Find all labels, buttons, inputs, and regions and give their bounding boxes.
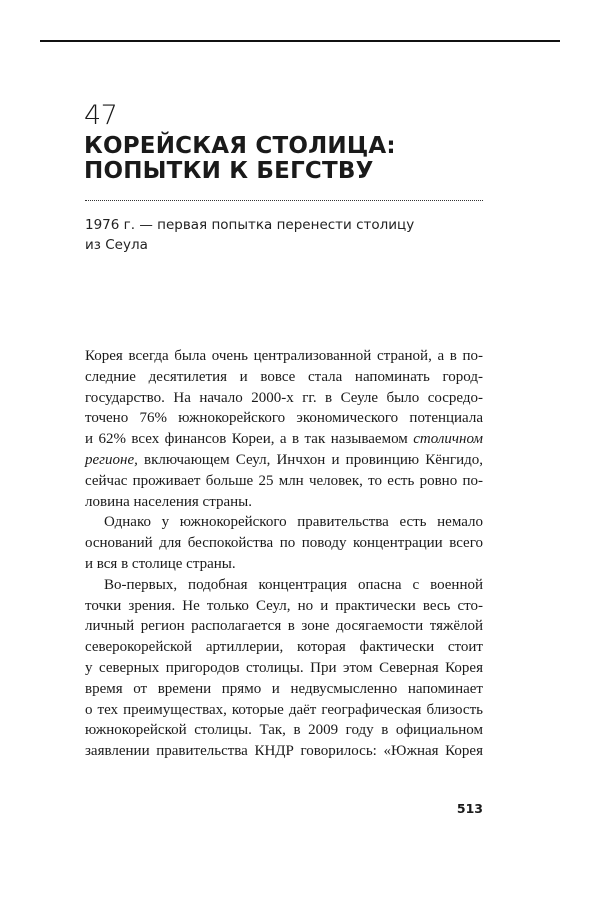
line-text: и вся в столице страны. bbox=[85, 555, 236, 572]
body-text bbox=[85, 346, 483, 762]
text-line bbox=[85, 679, 483, 700]
text-line bbox=[85, 741, 483, 762]
line-text: Однако у южнокорейского правительства есть немало bbox=[104, 514, 483, 531]
chapter-title-line: ПОПЫТКИ К БЕГСТВУ bbox=[84, 158, 374, 184]
line-text: точки зрения. Не только Сеул, но и практически весь сто- bbox=[85, 597, 483, 614]
line-text: северокорейской артиллерии, которая фактически стоит bbox=[85, 639, 483, 656]
top-rule bbox=[40, 40, 560, 42]
text-line bbox=[85, 575, 483, 596]
line-text: южнокорейской столицы. Так, в 2009 году в официальном bbox=[85, 722, 483, 739]
text-line bbox=[85, 471, 483, 492]
line-text: заявлении правительства КНДР говорилось: «Южная Корея bbox=[85, 743, 483, 760]
text-line bbox=[85, 429, 483, 450]
text-line bbox=[85, 346, 483, 367]
line-text: сейчас проживает больше 25 млн человек, то есть ровно по- bbox=[85, 472, 483, 489]
subtitle-line: 1976 г. — первая попытка перенести столицу bbox=[85, 217, 415, 233]
italic-term: столичном bbox=[413, 431, 483, 448]
text-line bbox=[85, 367, 483, 388]
text-line bbox=[85, 596, 483, 617]
chapter-title-line: КОРЕЙСКАЯ СТОЛИЦА: bbox=[84, 133, 396, 159]
text-line bbox=[85, 720, 483, 741]
text-line bbox=[85, 533, 483, 554]
line-text: и 62% всех финансов Кореи, а в так называемом bbox=[85, 431, 414, 448]
chapter-title bbox=[84, 134, 396, 184]
line-text: включающем Сеул, Инчхон и провинцию Кёнгидо, bbox=[137, 451, 483, 468]
text-line bbox=[85, 700, 483, 721]
line-text: личный регион располагается в зоне досягаемости тяжёлой bbox=[85, 618, 483, 635]
subtitle-line: из Сеула bbox=[85, 237, 148, 253]
text-line bbox=[85, 450, 483, 471]
line-text: время от времени прямо и недвусмысленно напоминает bbox=[85, 680, 483, 697]
line-text: ловина населения страны. bbox=[85, 493, 252, 510]
text-line bbox=[85, 388, 483, 409]
text-line bbox=[85, 408, 483, 429]
line-text: Во-первых, подобная концентрация опасна с военной bbox=[104, 576, 483, 593]
dotted-divider bbox=[85, 200, 483, 201]
line-text: у северных пригородов столицы. При этом Северная Корея bbox=[85, 659, 483, 676]
text-line bbox=[85, 554, 483, 575]
text-line bbox=[85, 492, 483, 513]
page-number: 513 bbox=[456, 801, 483, 816]
line-text: о тех преимуществах, которые даёт географическая близость bbox=[85, 701, 483, 718]
chapter-subtitle bbox=[85, 215, 414, 255]
italic-term: регионе, bbox=[85, 451, 138, 468]
text-line bbox=[85, 616, 483, 637]
text-line bbox=[85, 637, 483, 658]
line-text: точено 76% южнокорейского экономического потенциала bbox=[85, 410, 483, 427]
line-text: оснований для беспокойства по поводу концентрации всего bbox=[85, 535, 483, 552]
text-line bbox=[85, 658, 483, 679]
text-line bbox=[85, 512, 483, 533]
line-text: государство. На начало 2000-х гг. в Сеуле было сосредо- bbox=[85, 389, 483, 406]
chapter-number: 47 bbox=[84, 100, 118, 131]
line-text: Корея всегда была очень централизованной страной, а в по- bbox=[85, 348, 483, 364]
line-text: следние десятилетия и вовсе стала напоминать город- bbox=[85, 368, 483, 385]
